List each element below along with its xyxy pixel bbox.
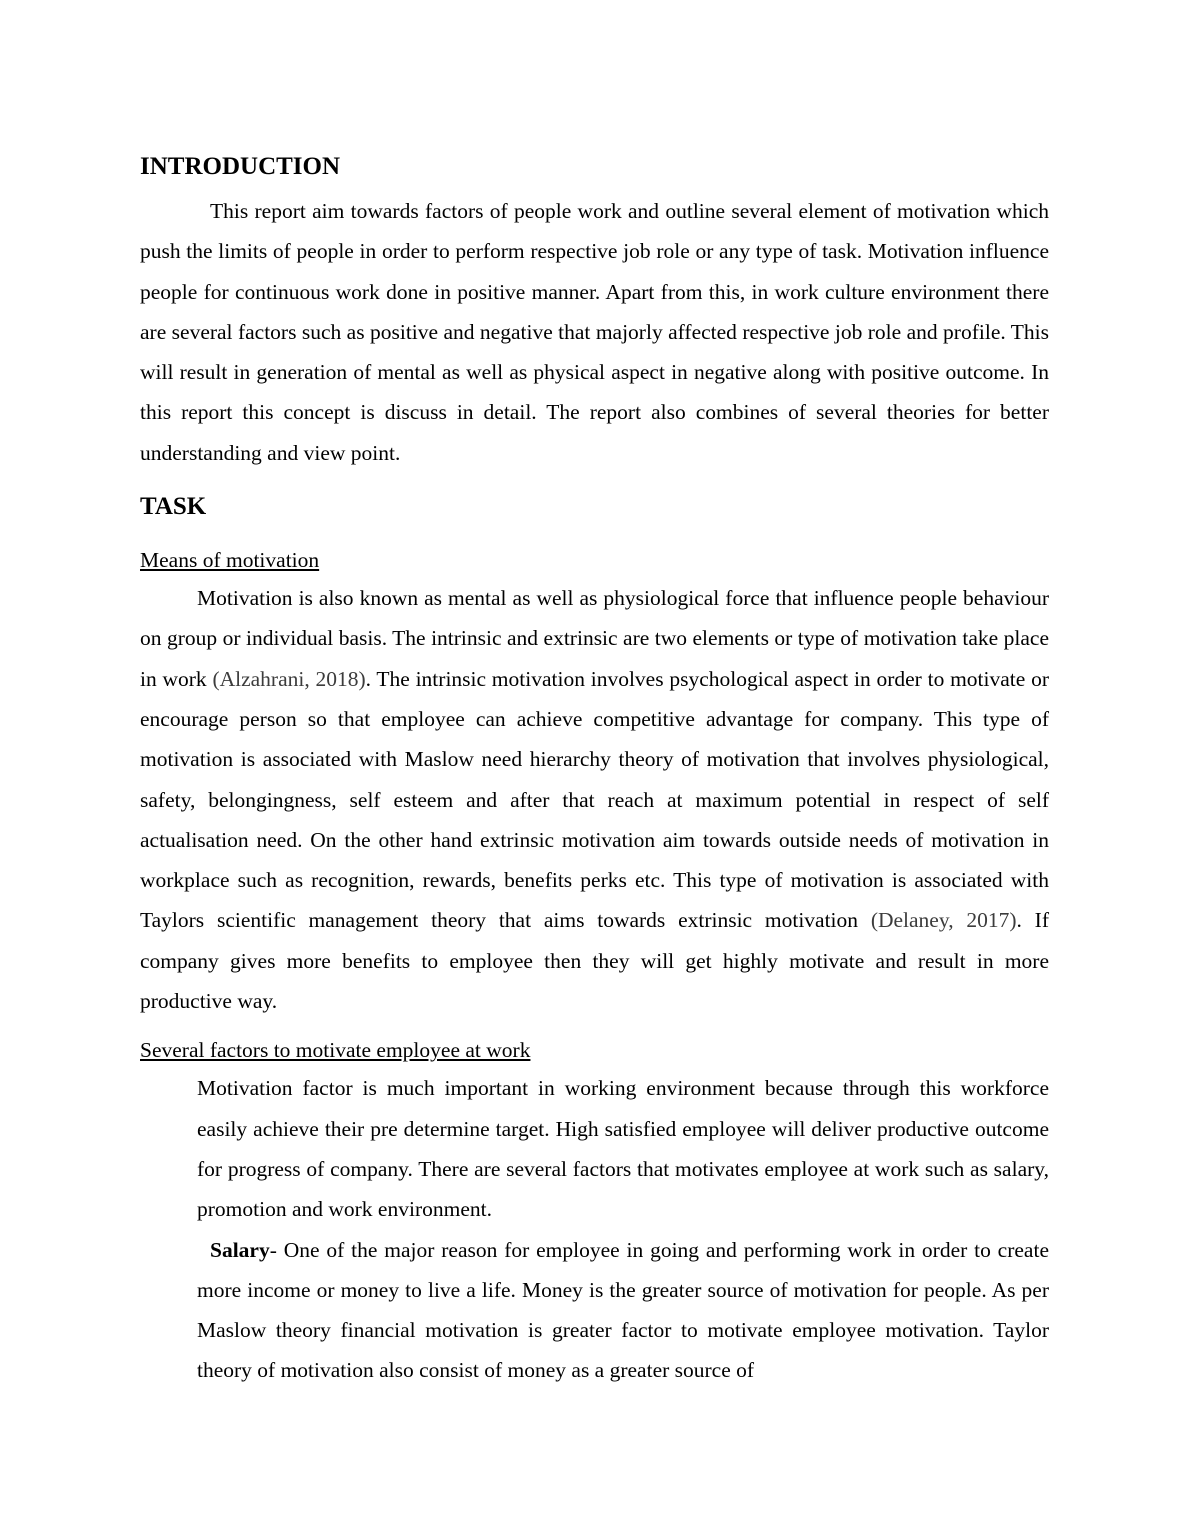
paragraph-text: . If company gives more benefits to employee then they will get highly motivate and result in more productive way.: [140, 908, 1049, 1014]
salary-text: - One of the major reason for employee in going and performing work in order to create more income or money to live a life. Money is the greater source of motivation for people. As per Maslow theory financial motivation is greater factor to motivate employee motivation. Taylor theory of motivation also consist of money as a greater source of: [197, 1237, 1049, 1383]
means-of-motivation-subheading: Means of motivation: [140, 548, 320, 573]
paragraph-text: Motivation is also known as mental as well as physiological force that influence people behaviour on group or individual basis. The intrinsic and extrinsic are two elements or type of motivation take place in work: [140, 586, 1049, 691]
factors-paragraph: Motivation factor is much important in working environment because through this workforce easily achieve their pre determine target. High satisfied employee will deliver productive outcome for progress of company. There are several factors that motivates employee at work such as salary, promotion and work environment.: [197, 1076, 1049, 1222]
citation-alzahrani: (Alzahrani, 2018): [212, 666, 366, 691]
citation-delaney: (Delaney, 2017): [870, 908, 1017, 933]
task-heading: TASK: [140, 493, 207, 521]
document-page: [140, 150, 1049, 1391]
factors-subheading: Several factors to motivate employee at work: [140, 1038, 531, 1063]
means-of-motivation-paragraph: [140, 578, 1049, 1021]
salary-label: Salary: [210, 1237, 270, 1262]
paragraph-text: . The intrinsic motivation involves psychological aspect in order to motivate or encourage person so that employee can achieve competitive advantage for company. This type of motivation is associated with Maslow need hierarchy theory of motivation that involves physiological, safety, belongingness, self esteem and after that reach at maximum potential in respect of self actualisation need. On the other hand extrinsic motivation aim towards outside needs of motivation in workplace such as recognition, rewards, benefits perks etc. This type of motivation is associated with Taylors scientific management theory that aims towards extrinsic motivation: [140, 666, 1049, 933]
introduction-paragraph: This report aim towards factors of people work and outline several element of motivation which push the limits of people in order to perform respective job role or any type of task. Motivation influence people for continuous work done in positive manner. Apart from this, in work culture environment there are several factors such as positive and negative that majorly affected respective job role and profile. This will result in generation of mental as well as physical aspect in negative along with positive outcome. In this report this concept is discuss in detail. The report also combines of several theories for better understanding and view point.: [140, 199, 1049, 465]
salary-paragraph: [197, 1230, 1049, 1391]
introduction-heading: INTRODUCTION: [140, 153, 341, 180]
